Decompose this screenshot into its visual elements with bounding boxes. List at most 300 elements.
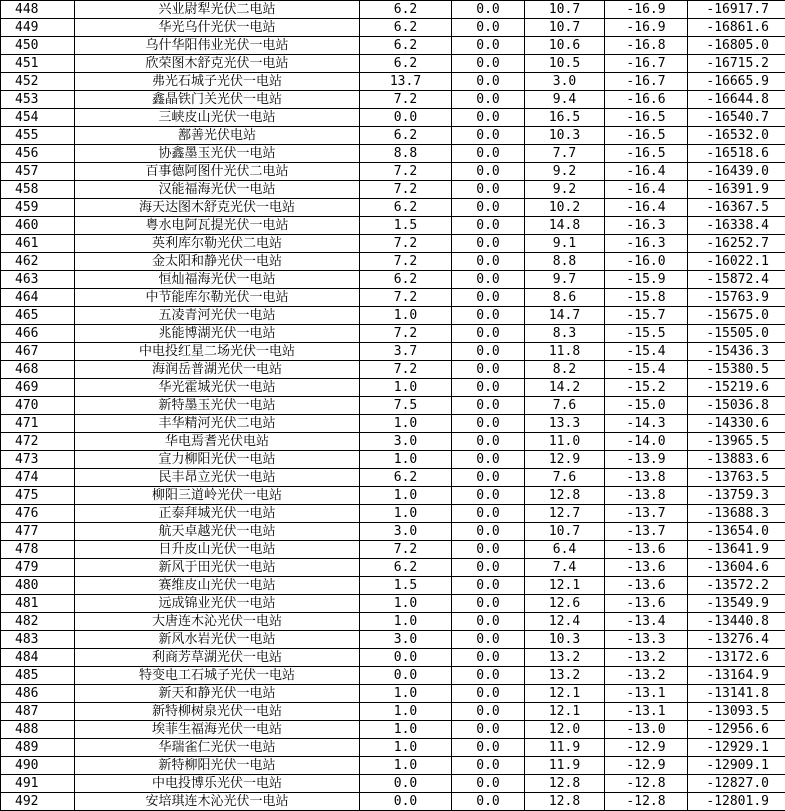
value-1-cell: 6.2 [360,1,452,19]
value-5-cell: -15036.8 [688,397,785,415]
table-row [1,559,785,577]
value-4-cell: -13.6 [605,559,688,577]
value-3-cell: 7.6 [525,469,605,487]
value-5-cell: -15675.0 [688,307,785,325]
value-4-cell: -16.9 [605,1,688,19]
table-row [1,757,785,775]
value-2-cell: 0.0 [452,649,525,667]
value-4-cell: -13.3 [605,631,688,649]
value-5-cell: -16540.7 [688,109,785,127]
value-2-cell: 0.0 [452,721,525,739]
value-5-cell: -15436.3 [688,343,785,361]
table-row [1,253,785,271]
value-2-cell: 0.0 [452,181,525,199]
value-4-cell: -16.7 [605,73,688,91]
value-4-cell: -16.4 [605,181,688,199]
value-1-cell: 8.8 [360,145,452,163]
table-row [1,775,785,793]
value-5-cell: -13141.8 [688,685,785,703]
table-row [1,235,785,253]
row-number-cell: 452 [1,73,75,91]
value-4-cell: -13.4 [605,613,688,631]
value-4-cell: -16.7 [605,55,688,73]
table-row [1,37,785,55]
station-name-cell: 埃菲生福海光伏一电站 [75,721,360,739]
value-4-cell: -16.4 [605,163,688,181]
row-number-cell: 484 [1,649,75,667]
station-name-cell: 赛维皮山光伏一电站 [75,577,360,595]
table-row [1,469,785,487]
table-row [1,397,785,415]
value-4-cell: -13.2 [605,649,688,667]
table-row [1,613,785,631]
table-row [1,667,785,685]
value-4-cell: -13.9 [605,451,688,469]
table-row [1,289,785,307]
value-2-cell: 0.0 [452,613,525,631]
station-name-cell: 丰华精河光伏二电站 [75,415,360,433]
value-3-cell: 12.1 [525,685,605,703]
value-5-cell: -13276.4 [688,631,785,649]
value-1-cell: 7.2 [360,541,452,559]
row-number-cell: 473 [1,451,75,469]
value-3-cell: 10.5 [525,55,605,73]
value-5-cell: -13549.9 [688,595,785,613]
value-1-cell: 0.0 [360,793,452,811]
value-1-cell: 1.0 [360,757,452,775]
row-number-cell: 481 [1,595,75,613]
value-4-cell: -15.4 [605,361,688,379]
station-name-cell: 宣力柳阳光伏一电站 [75,451,360,469]
value-1-cell: 1.0 [360,595,452,613]
station-name-cell: 兆能博湖光伏一电站 [75,325,360,343]
station-name-cell: 新特柳阳光伏一电站 [75,757,360,775]
value-4-cell: -16.6 [605,91,688,109]
row-number-cell: 477 [1,523,75,541]
value-2-cell: 0.0 [452,793,525,811]
value-5-cell: -13440.8 [688,613,785,631]
value-5-cell: -15380.5 [688,361,785,379]
value-3-cell: 14.8 [525,217,605,235]
value-3-cell: 14.7 [525,307,605,325]
row-number-cell: 485 [1,667,75,685]
station-name-cell: 海天达图木舒克光伏一电站 [75,199,360,217]
row-number-cell: 470 [1,397,75,415]
row-number-cell: 483 [1,631,75,649]
value-3-cell: 14.2 [525,379,605,397]
value-3-cell: 12.8 [525,775,605,793]
value-2-cell: 0.0 [452,451,525,469]
value-5-cell: -16518.6 [688,145,785,163]
value-4-cell: -12.8 [605,775,688,793]
row-number-cell: 455 [1,127,75,145]
value-5-cell: -15872.4 [688,271,785,289]
value-2-cell: 0.0 [452,163,525,181]
table-row [1,109,785,127]
value-2-cell: 0.0 [452,379,525,397]
value-2-cell: 0.0 [452,667,525,685]
row-number-cell: 460 [1,217,75,235]
row-number-cell: 448 [1,1,75,19]
station-name-cell: 乌什华阳伟业光伏一电站 [75,37,360,55]
value-2-cell: 0.0 [452,505,525,523]
table-row [1,487,785,505]
value-3-cell: 10.6 [525,37,605,55]
value-1-cell: 0.0 [360,649,452,667]
value-1-cell: 3.0 [360,433,452,451]
station-name-cell: 新特柳树泉光伏一电站 [75,703,360,721]
table-row [1,91,785,109]
table-row [1,145,785,163]
value-2-cell: 0.0 [452,19,525,37]
value-4-cell: -16.3 [605,217,688,235]
value-3-cell: 9.2 [525,181,605,199]
value-5-cell: -12956.6 [688,721,785,739]
table-row [1,127,785,145]
table-row [1,217,785,235]
table-row [1,181,785,199]
value-4-cell: -12.9 [605,739,688,757]
value-1-cell: 7.2 [360,325,452,343]
value-4-cell: -13.6 [605,595,688,613]
table-row [1,55,785,73]
value-5-cell: -16252.7 [688,235,785,253]
table-row [1,361,785,379]
table-row [1,721,785,739]
value-5-cell: -12827.0 [688,775,785,793]
value-3-cell: 12.1 [525,577,605,595]
row-number-cell: 476 [1,505,75,523]
value-3-cell: 10.7 [525,523,605,541]
value-2-cell: 0.0 [452,361,525,379]
value-1-cell: 1.0 [360,487,452,505]
value-3-cell: 10.2 [525,199,605,217]
table-row [1,649,785,667]
table-row [1,703,785,721]
station-name-cell: 正泰拜城光伏一电站 [75,505,360,523]
row-number-cell: 486 [1,685,75,703]
value-3-cell: 7.6 [525,397,605,415]
value-3-cell: 9.2 [525,163,605,181]
station-name-cell: 柳阳三道岭光伏一电站 [75,487,360,505]
value-3-cell: 16.5 [525,109,605,127]
row-number-cell: 464 [1,289,75,307]
table-row [1,163,785,181]
row-number-cell: 459 [1,199,75,217]
row-number-cell: 479 [1,559,75,577]
row-number-cell: 490 [1,757,75,775]
value-4-cell: -14.3 [605,415,688,433]
table-row [1,73,785,91]
value-2-cell: 0.0 [452,55,525,73]
value-4-cell: -16.5 [605,109,688,127]
value-4-cell: -12.9 [605,757,688,775]
row-number-cell: 451 [1,55,75,73]
value-5-cell: -13572.2 [688,577,785,595]
value-4-cell: -13.8 [605,469,688,487]
value-3-cell: 8.8 [525,253,605,271]
row-number-cell: 461 [1,235,75,253]
value-4-cell: -15.2 [605,379,688,397]
table-row [1,307,785,325]
value-4-cell: -16.3 [605,235,688,253]
value-2-cell: 0.0 [452,253,525,271]
value-3-cell: 10.3 [525,127,605,145]
value-4-cell: -15.0 [605,397,688,415]
value-3-cell: 12.1 [525,703,605,721]
value-1-cell: 7.2 [360,289,452,307]
value-2-cell: 0.0 [452,199,525,217]
value-3-cell: 11.0 [525,433,605,451]
row-number-cell: 478 [1,541,75,559]
value-1-cell: 7.2 [360,361,452,379]
value-3-cell: 9.7 [525,271,605,289]
station-name-cell: 五凌青河光伏一电站 [75,307,360,325]
value-5-cell: -16715.2 [688,55,785,73]
value-1-cell: 3.7 [360,343,452,361]
value-5-cell: -16338.4 [688,217,785,235]
value-2-cell: 0.0 [452,73,525,91]
value-2-cell: 0.0 [452,415,525,433]
station-name-cell: 民丰昂立光伏一电站 [75,469,360,487]
value-5-cell: -15763.9 [688,289,785,307]
value-4-cell: -15.7 [605,307,688,325]
station-name-cell: 中电投红星二场光伏一电站 [75,343,360,361]
value-3-cell: 12.8 [525,487,605,505]
value-4-cell: -13.6 [605,541,688,559]
value-2-cell: 0.0 [452,109,525,127]
value-5-cell: -16917.7 [688,1,785,19]
value-4-cell: -13.8 [605,487,688,505]
value-3-cell: 8.6 [525,289,605,307]
row-number-cell: 449 [1,19,75,37]
table-row [1,19,785,37]
value-5-cell: -13763.5 [688,469,785,487]
station-name-cell: 金太阳和静光伏一电站 [75,253,360,271]
value-5-cell: -16367.5 [688,199,785,217]
value-3-cell: 13.3 [525,415,605,433]
value-3-cell: 12.4 [525,613,605,631]
row-number-cell: 488 [1,721,75,739]
value-1-cell: 0.0 [360,667,452,685]
station-name-cell: 日升皮山光伏一电站 [75,541,360,559]
table-row [1,379,785,397]
table-row [1,343,785,361]
value-5-cell: -13093.5 [688,703,785,721]
row-number-cell: 492 [1,793,75,811]
value-4-cell: -16.5 [605,145,688,163]
value-4-cell: -16.4 [605,199,688,217]
value-3-cell: 11.8 [525,343,605,361]
value-1-cell: 7.2 [360,253,452,271]
station-name-cell: 中节能库尔勒光伏一电站 [75,289,360,307]
value-5-cell: -13164.9 [688,667,785,685]
value-3-cell: 9.1 [525,235,605,253]
value-2-cell: 0.0 [452,235,525,253]
station-name-cell: 华光乌什光伏一电站 [75,19,360,37]
value-1-cell: 6.2 [360,559,452,577]
value-4-cell: -13.0 [605,721,688,739]
value-1-cell: 6.2 [360,271,452,289]
value-2-cell: 0.0 [452,217,525,235]
value-4-cell: -16.9 [605,19,688,37]
row-number-cell: 471 [1,415,75,433]
value-4-cell: -14.0 [605,433,688,451]
value-3-cell: 12.6 [525,595,605,613]
row-number-cell: 467 [1,343,75,361]
table-row [1,415,785,433]
table-row [1,271,785,289]
table-row [1,739,785,757]
station-name-cell: 粤水电阿瓦提光伏一电站 [75,217,360,235]
value-1-cell: 1.0 [360,721,452,739]
value-1-cell: 13.7 [360,73,452,91]
table-row [1,793,785,811]
value-4-cell: -13.2 [605,667,688,685]
value-5-cell: -16532.0 [688,127,785,145]
row-number-cell: 454 [1,109,75,127]
row-number-cell: 472 [1,433,75,451]
value-5-cell: -13641.9 [688,541,785,559]
value-4-cell: -12.8 [605,793,688,811]
value-4-cell: -13.7 [605,523,688,541]
value-1-cell: 1.5 [360,577,452,595]
table-row [1,505,785,523]
value-5-cell: -16805.0 [688,37,785,55]
table-row [1,325,785,343]
row-number-cell: 463 [1,271,75,289]
value-5-cell: -15505.0 [688,325,785,343]
station-name-cell: 中电投博乐光伏一电站 [75,775,360,793]
station-name-cell: 特变电工石城子光伏一电站 [75,667,360,685]
table-row [1,577,785,595]
value-5-cell: -13604.6 [688,559,785,577]
row-number-cell: 453 [1,91,75,109]
table-row [1,1,785,19]
value-2-cell: 0.0 [452,289,525,307]
value-1-cell: 7.2 [360,181,452,199]
value-1-cell: 1.0 [360,505,452,523]
row-number-cell: 474 [1,469,75,487]
value-2-cell: 0.0 [452,631,525,649]
value-3-cell: 8.2 [525,361,605,379]
table-row [1,451,785,469]
station-name-cell: 恒灿福海光伏一电站 [75,271,360,289]
table-row [1,523,785,541]
value-2-cell: 0.0 [452,595,525,613]
station-name-cell: 英利库尔勒光伏二电站 [75,235,360,253]
value-5-cell: -12909.1 [688,757,785,775]
table-row [1,199,785,217]
value-2-cell: 0.0 [452,127,525,145]
value-1-cell: 1.0 [360,703,452,721]
station-name-cell: 三峡皮山光伏一电站 [75,109,360,127]
row-number-cell: 487 [1,703,75,721]
value-3-cell: 10.3 [525,631,605,649]
value-4-cell: -15.5 [605,325,688,343]
value-5-cell: -16022.1 [688,253,785,271]
value-5-cell: -16861.6 [688,19,785,37]
station-name-cell: 新天和静光伏一电站 [75,685,360,703]
value-3-cell: 10.7 [525,1,605,19]
station-name-cell: 远成锦业光伏一电站 [75,595,360,613]
station-name-cell: 新风水岩光伏一电站 [75,631,360,649]
value-1-cell: 7.2 [360,91,452,109]
value-2-cell: 0.0 [452,577,525,595]
value-5-cell: -16644.8 [688,91,785,109]
value-2-cell: 0.0 [452,433,525,451]
value-1-cell: 1.0 [360,613,452,631]
value-3-cell: 13.2 [525,667,605,685]
value-4-cell: -15.9 [605,271,688,289]
value-5-cell: -13654.0 [688,523,785,541]
value-1-cell: 7.5 [360,397,452,415]
value-5-cell: -16665.9 [688,73,785,91]
station-name-cell: 汉能福海光伏一电站 [75,181,360,199]
value-1-cell: 6.2 [360,127,452,145]
value-2-cell: 0.0 [452,559,525,577]
value-1-cell: 1.0 [360,307,452,325]
row-number-cell: 466 [1,325,75,343]
value-5-cell: -12801.9 [688,793,785,811]
table-row [1,631,785,649]
value-1-cell: 3.0 [360,523,452,541]
value-2-cell: 0.0 [452,487,525,505]
value-2-cell: 0.0 [452,397,525,415]
value-2-cell: 0.0 [452,343,525,361]
value-5-cell: -13172.6 [688,649,785,667]
value-2-cell: 0.0 [452,1,525,19]
station-name-cell: 华瑞雀仁光伏一电站 [75,739,360,757]
value-2-cell: 0.0 [452,541,525,559]
table-row [1,433,785,451]
table-row [1,595,785,613]
value-1-cell: 1.0 [360,415,452,433]
table-row [1,685,785,703]
value-2-cell: 0.0 [452,271,525,289]
value-5-cell: -16391.9 [688,181,785,199]
value-1-cell: 1.0 [360,739,452,757]
row-number-cell: 462 [1,253,75,271]
value-2-cell: 0.0 [452,37,525,55]
value-3-cell: 12.0 [525,721,605,739]
value-2-cell: 0.0 [452,775,525,793]
value-2-cell: 0.0 [452,145,525,163]
row-number-cell: 475 [1,487,75,505]
value-5-cell: -13759.3 [688,487,785,505]
row-number-cell: 489 [1,739,75,757]
station-name-cell: 大唐连木沁光伏一电站 [75,613,360,631]
value-3-cell: 7.4 [525,559,605,577]
value-1-cell: 7.2 [360,163,452,181]
station-name-cell: 百事德阿图什光伏二电站 [75,163,360,181]
station-name-cell: 安培琪连木沁光伏一电站 [75,793,360,811]
value-4-cell: -13.6 [605,577,688,595]
value-2-cell: 0.0 [452,307,525,325]
value-1-cell: 7.2 [360,235,452,253]
row-number-cell: 450 [1,37,75,55]
station-name-cell: 利商芳草湖光伏一电站 [75,649,360,667]
value-1-cell: 6.2 [360,469,452,487]
value-2-cell: 0.0 [452,703,525,721]
value-1-cell: 0.0 [360,109,452,127]
value-1-cell: 3.0 [360,631,452,649]
value-2-cell: 0.0 [452,325,525,343]
value-1-cell: 1.0 [360,685,452,703]
row-number-cell: 480 [1,577,75,595]
value-2-cell: 0.0 [452,685,525,703]
value-5-cell: -15219.6 [688,379,785,397]
